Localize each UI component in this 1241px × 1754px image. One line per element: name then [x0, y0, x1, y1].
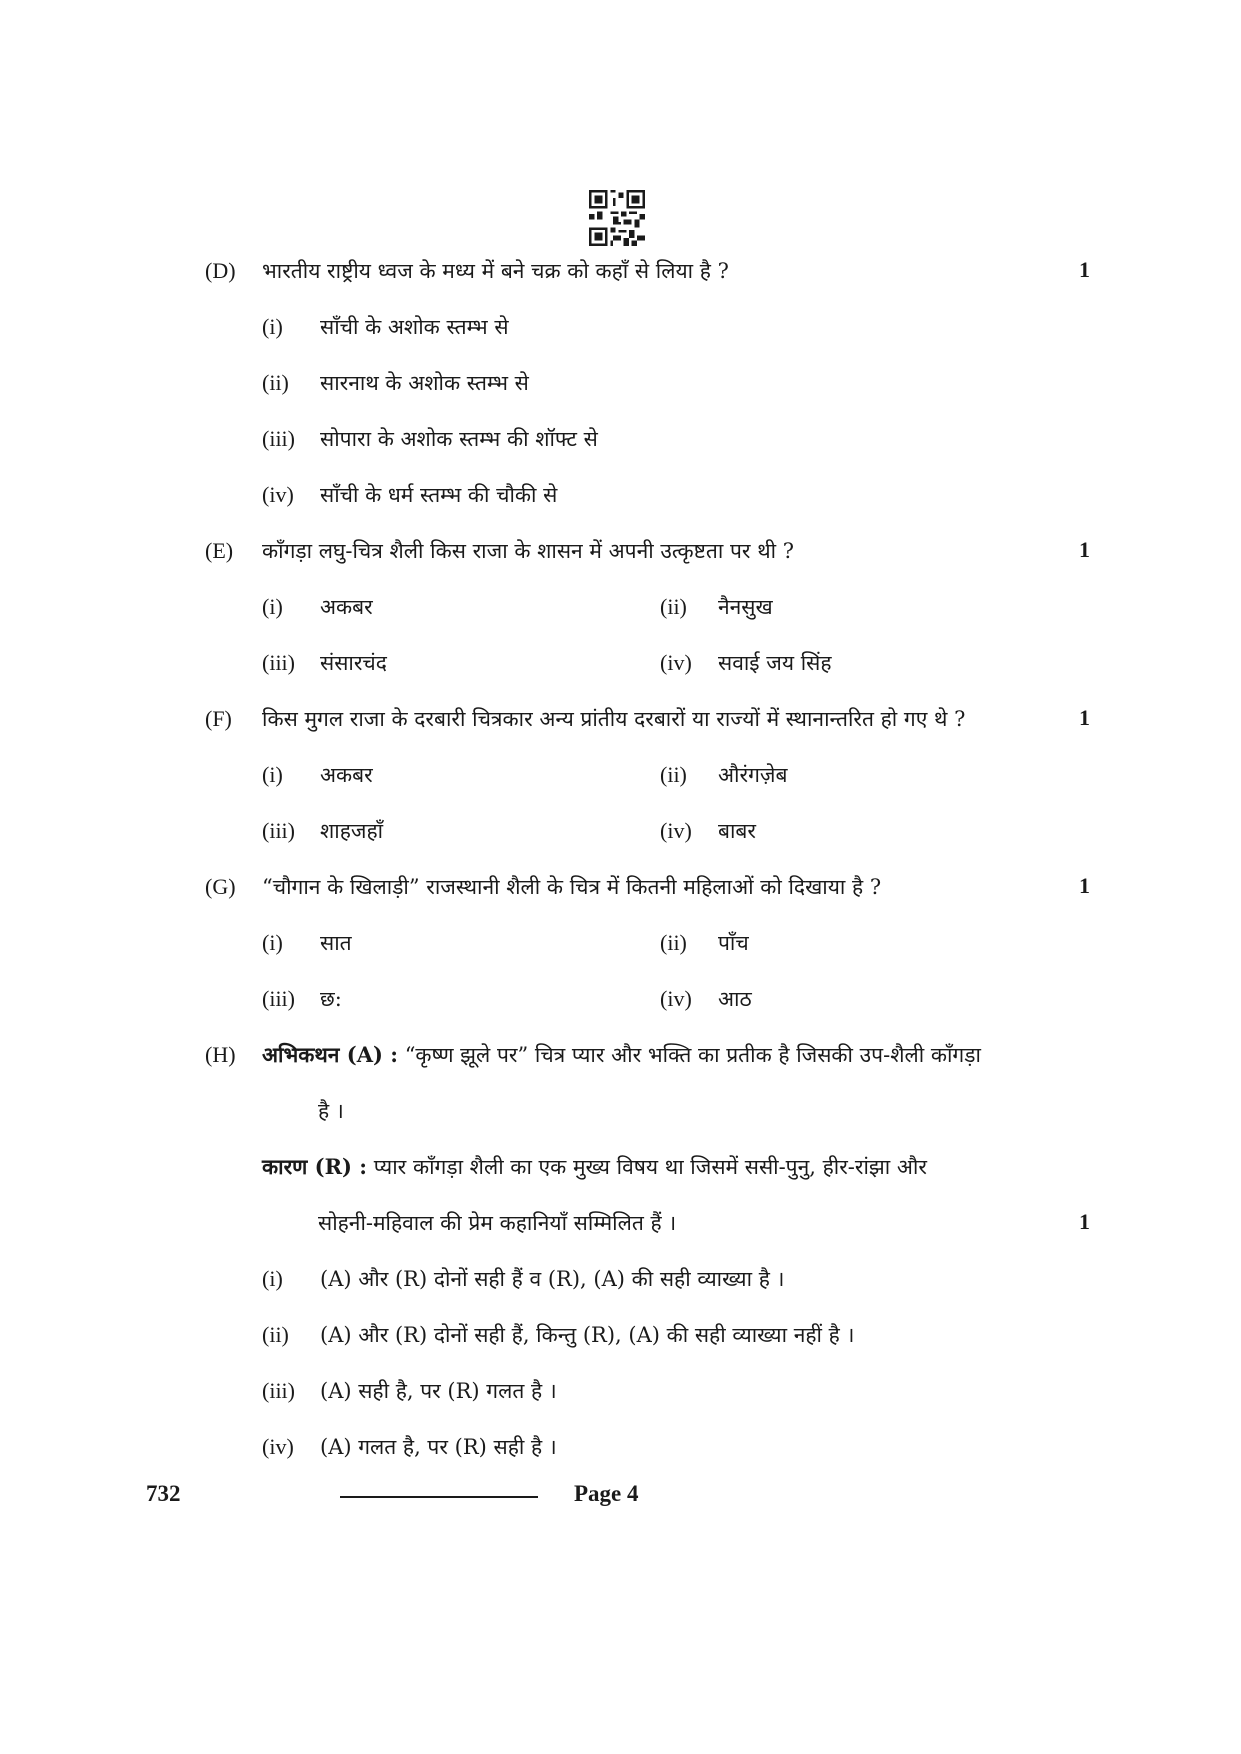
marks: 1 [1079, 537, 1090, 562]
option-text: पाँच [718, 931, 749, 955]
paper-code: 732 [146, 1481, 181, 1506]
reason-label: कारण (R) : [262, 1154, 368, 1179]
reason-line [262, 1153, 927, 1181]
assertion-line [262, 1041, 981, 1069]
marks: 1 [1079, 873, 1090, 898]
option-number: (iv) [660, 650, 692, 675]
option-number: (i) [262, 314, 283, 339]
option-number: (ii) [262, 1322, 289, 1347]
option-text: बाबर [718, 819, 757, 843]
option-number: (iv) [262, 1434, 294, 1459]
option-number: (ii) [660, 762, 687, 787]
option-number: (ii) [660, 594, 687, 619]
option-number: (ii) [660, 930, 687, 955]
option-text: छ: [320, 987, 342, 1011]
option-number: (i) [262, 1266, 283, 1291]
question-text: किस मुगल राजा के दरबारी चित्रकार अन्य प्रांतीय दरबारों या राज्यों में स्थानान्तरित हो गए थे ? [262, 707, 966, 731]
option-number: (iii) [262, 1378, 295, 1403]
marks: 1 [1079, 705, 1090, 730]
option-text: साँची के धर्म स्तम्भ की चौकी से [320, 483, 558, 507]
question-text: काँगड़ा लघु-चित्र शैली किस राजा के शासन में अपनी उत्कृष्टता पर थी ? [262, 539, 794, 563]
question-text: “चौगान के खिलाड़ी” राजस्थानी शैली के चित्र में कितनी महिलाओं को दिखाया है ? [262, 875, 882, 899]
option-text: सवाई जय सिंह [718, 651, 832, 675]
question-text: भारतीय राष्ट्रीय ध्वज के मध्य में बने चक्र को कहाँ से लिया है ? [262, 259, 729, 283]
assertion-label: अभिकथन (A) : [262, 1042, 398, 1067]
question-label: (D) [205, 258, 236, 283]
option-number: (iii) [262, 818, 295, 843]
marks: 1 [1079, 1209, 1090, 1234]
question-label: (F) [205, 706, 232, 731]
assertion-text-continued: है । [318, 1099, 344, 1123]
question-label: (E) [205, 538, 234, 563]
option-number: (iii) [262, 426, 295, 451]
option-text: शाहजहाँ [320, 819, 384, 843]
option-number: (iii) [262, 986, 295, 1011]
reason-text: प्यार काँगड़ा शैली का एक मुख्य विषय था जिसमें ससी-पुनु, हीर-रांझा और [373, 1155, 927, 1179]
option-text: औरंगज़ेब [718, 763, 788, 787]
option-text: आठ [718, 987, 752, 1011]
option-text: संसारचंद [320, 651, 387, 675]
option-number: (iii) [262, 650, 295, 675]
option-text: साँची के अशोक स्तम्भ से [320, 315, 509, 339]
option-number: (i) [262, 762, 283, 787]
option-number: (ii) [262, 370, 289, 395]
option-text: सारनाथ के अशोक स्तम्भ से [320, 371, 529, 395]
option-number: (i) [262, 930, 283, 955]
option-number: (iv) [660, 986, 692, 1011]
footer-rule [340, 1496, 538, 1498]
qr-code [589, 190, 645, 246]
option-text: नैनसुख [718, 595, 773, 619]
option-text: (A) गलत है, पर (R) सही है । [320, 1435, 557, 1459]
option-number: (i) [262, 594, 283, 619]
option-number: (iv) [262, 482, 294, 507]
option-text: अकबर [320, 595, 373, 619]
option-text: (A) और (R) दोनों सही हैं, किन्तु (R), (A) की सही व्याख्या नहीं है । [320, 1323, 855, 1347]
assertion-text: “कृष्ण झूले पर” चित्र प्यार और भक्ति का प्रतीक है जिसकी उप-शैली काँगड़ा [404, 1043, 981, 1067]
question-label: (H) [205, 1042, 236, 1067]
option-text: सोपारा के अशोक स्तम्भ की शॉफ्ट से [320, 427, 598, 451]
question-label: (G) [205, 874, 236, 899]
option-text: (A) और (R) दोनों सही हैं व (R), (A) की सही व्याख्या है । [320, 1267, 785, 1291]
marks: 1 [1079, 257, 1090, 282]
page-number: Page 4 [574, 1481, 639, 1506]
option-number: (iv) [660, 818, 692, 843]
reason-text-continued: सोहनी-महिवाल की प्रेम कहानियाँ सम्मिलित हैं । [318, 1211, 677, 1235]
option-text: सात [320, 931, 352, 955]
option-text: (A) सही है, पर (R) गलत है । [320, 1379, 557, 1403]
option-text: अकबर [320, 763, 373, 787]
